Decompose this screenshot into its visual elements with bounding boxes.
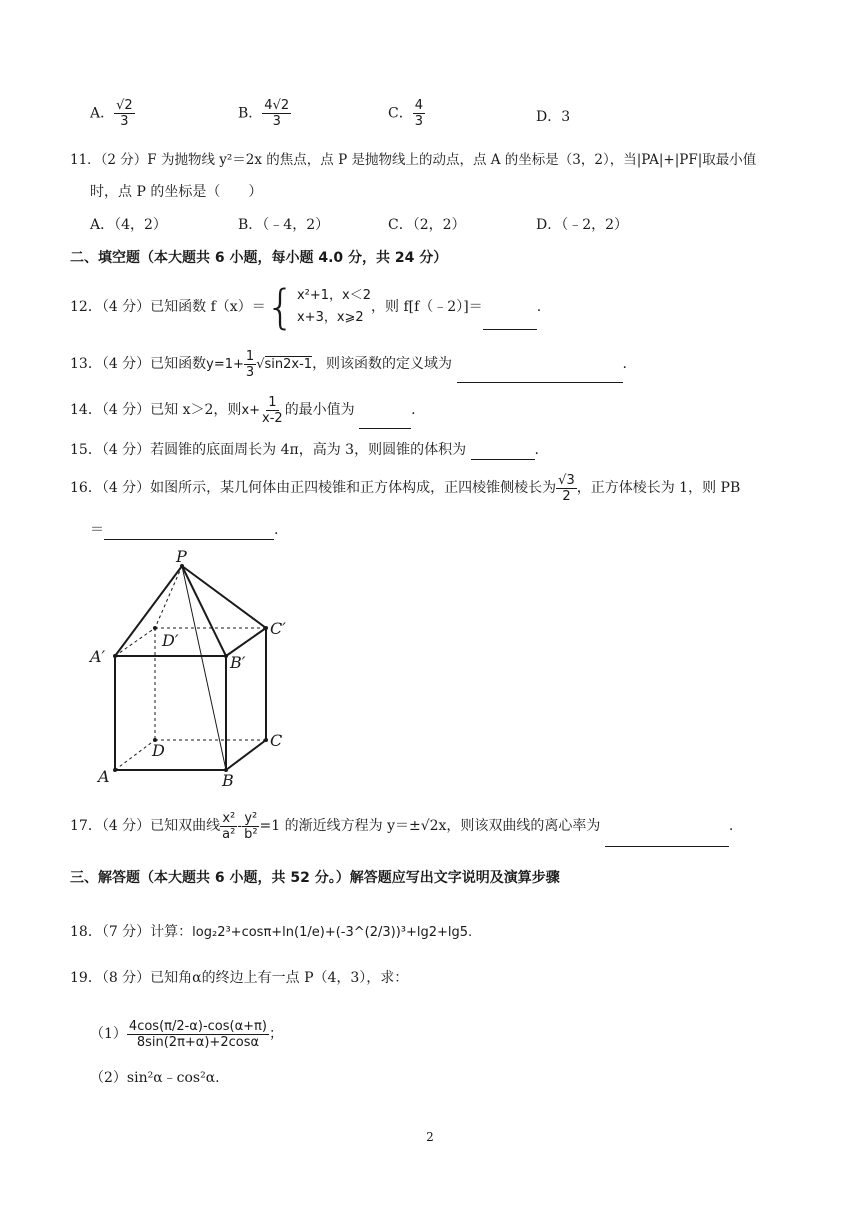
pyramid-cube-figure xyxy=(82,548,302,788)
q10-option-b: B． $\frac{4√2}{3}$ xyxy=(238,98,290,129)
q19-part1: （1） $\frac{4\cos(\pi/2-\alpha)-\cos(\alpha+\pi)}{8\sin(2\pi+\alpha)+2\cos\alpha}$ ； xyxy=(90,1018,283,1050)
q15: 15．（4 分）若圆锥的底面周长为 4π，高为 3，则圆锥的体积为 . xyxy=(70,442,539,458)
q12-answer-blank[interactable] xyxy=(483,313,537,330)
q19-line1: 19．（8 分）已知角α的终边上有一点 P（4，3），求： xyxy=(70,970,409,986)
q18: 18．（7 分）计算：log₂2³+cosπ+ln(1/e)+(-3^(2/3))³+lg2+lg5. xyxy=(70,924,473,940)
q19-part2: （2）sin²α﹣cos²α. xyxy=(90,1070,220,1086)
q12-case1: x²+1，x＜2 xyxy=(296,288,372,303)
q13: 13．（4 分）已知函数y=1+ $\frac{1}{3}$ √sin2x-1，则该函数的定义域为 . xyxy=(70,346,627,383)
section-2-heading: 二、填空题（本大题共 6 小题，每小题 4.0 分，共 24 分） xyxy=(70,250,448,266)
label-a: A xyxy=(98,767,110,786)
q10-option-a: A． $\frac{√2}{3}$ xyxy=(90,98,133,129)
q13-answer-blank[interactable] xyxy=(457,366,623,383)
q14: 14．（4 分）已知 x＞2，则x+ $\frac{1}{x-2}$ 的最小值为 . xyxy=(70,392,416,429)
q11-option-c: C．（2，2） xyxy=(388,217,466,233)
q11-line2: 时，点 P 的坐标是（ ） xyxy=(90,184,263,200)
q17-answer-blank[interactable] xyxy=(605,830,729,847)
q16-line1: 16．（4 分）如图所示，某几何体由正四棱锥和正方体构成，正四棱锥侧棱长为 $\frac{√3}{2}$ ，正方体棱长为 1，则 PB xyxy=(70,472,741,504)
label-a-prime: A′ xyxy=(90,647,106,666)
page-number: 2 xyxy=(426,1130,434,1144)
label-c-prime: C′ xyxy=(270,619,286,638)
q11-option-d: D．（﹣2，2） xyxy=(536,217,629,233)
q12-case2: x+3，x⩾2 xyxy=(296,310,364,325)
q18-expression: log₂2³+cosπ+ln(1/e)+(-3^(2/3))³+lg2+lg5. xyxy=(192,925,473,940)
q10-option-d: D．3 xyxy=(536,109,571,125)
label-c: C xyxy=(270,731,283,750)
label-d-prime: D′ xyxy=(162,631,179,650)
label-b-prime: B′ xyxy=(230,653,246,672)
q15-answer-blank[interactable] xyxy=(471,443,535,460)
q10-option-c: C． $\frac{4}{3}$ xyxy=(388,98,423,129)
label-d: D xyxy=(152,741,165,760)
q11-option-a: A．（4，2） xyxy=(90,217,167,233)
label-p: P xyxy=(176,548,187,566)
q11-option-b: B．（﹣4，2） xyxy=(238,217,330,233)
q14-answer-blank[interactable] xyxy=(359,412,411,429)
label-b: B xyxy=(222,771,234,788)
q16-answer-blank[interactable] xyxy=(104,523,274,540)
q16-line2: ＝ . xyxy=(90,522,279,538)
q12: 12．（4 分）已知函数 f（x）＝ { x²+1，x＜2 x+3，x⩾2 ，则 f[f（﹣2）]＝ . xyxy=(70,280,542,334)
q17: 17．（4 分）已知双曲线 $\frac{\text{x²}}{\text{a²}}$ - $\frac{\text{y²}}{\text{b²}}$ =1 的渐近线方程为 y＝±√2x，则该双曲线的离心率为 . xyxy=(70,806,733,847)
section-3-heading: 三、解答题（本大题共 6 小题，共 52 分。）解答题应写出文字说明及演算步骤 xyxy=(70,870,560,886)
q11-line1: 11．（2 分）F 为抛物线 y²＝2x 的焦点，点 P 是抛物线上的动点，点 A 的坐标是（3，2），当|PA|+|PF|取最小值 xyxy=(70,152,757,168)
